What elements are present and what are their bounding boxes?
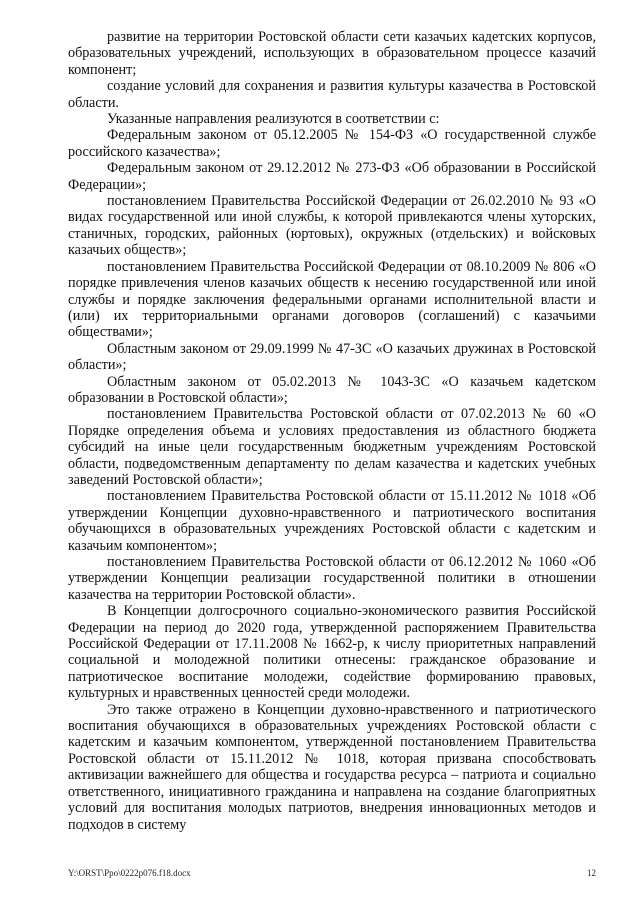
page-number: 12 [587,868,596,878]
paragraph: Это также отражено в Концепции духовно-нравственного и патриотического воспитания обучающихся в образовательных учреждениях Ростовской области с кадетским и казачьим компонентом, утвержденной постановлением Правительства Ростовской области от 15.11.2012 № 1018, которая призвана способствовать активизации важнейшего для общества и государства ресурса – патриота и социально ответственного, инициативного гражданина и направлена на создание благоприятных условий для воспитания молодых патриотов, внедрения инновационных методов и подходов в систему [68,701,596,833]
paragraph: Областным законом от 29.09.1999 № 47-ЗС «О казачьих дружинах в Ростовской области»; [68,340,596,374]
paragraph: В Концепции долгосрочного социально-экономического развития Российской Федерации на период до 2020 года, утвержденной распоряжением Правительства Российской Федерации от 17.11.2008 № 1662-р, к числу приоритетных направлений социальной и молодежной политики отнесены: гражданское образование и патриотическое воспитание молодежи, содействие формированию правовых, культурных и нравственных ценностей среди молодежи. [68,603,596,702]
paragraph: постановлением Правительства Российской Федерации от 08.10.2009 № 806 «О порядке привлечения членов казачьих обществ к несению государственной или иной службы и порядке заключения федеральными органами исполнительной власти и (или) их территориальными органами договоров (соглашений) с казачьими обществами»; [68,258,596,341]
paragraph: постановлением Правительства Ростовской области от 06.12.2012 № 1060 «Об утверждении Концепции реализации государственной политики в отношении казачества на территории Ростовской области». [68,554,596,603]
paragraph: Федеральным законом от 29.12.2012 № 273-ФЗ «Об образовании в Российской Федерации»; [68,160,596,193]
paragraph: постановлением Правительства Российской Федерации от 26.02.2010 № 93 «О видах государственной или иной службы, к которой привлекаются члены хуторских, станичных, городских, районных (юртовых), окружных (отдельских) и войсковых казачьих обществ»; [68,193,596,259]
paragraph: Областным законом от 05.02.2013 № 1043-ЗС «О казачьем кадетском образовании в Ростовской области»; [68,373,596,406]
footer-file-path: Y:\ORST\Ppo\0222p076.f18.docx [68,868,191,878]
paragraph: создание условий для сохранения и развития культуры казачества в Ростовской области. [68,78,596,111]
paragraph: Федеральным законом от 05.12.2005 № 154-ФЗ «О государственной службе российского казачества»; [68,127,596,160]
paragraph: постановлением Правительства Ростовской области от 07.02.2013 № 60 «О Порядке определения объема и условиях предоставления из областного бюджета субсидий на иные цели государственным бюджетным учреждениям Ростовской области, подведомственным департаменту по делам казачества и кадетских учебных заведений Ростовской области»; [68,406,596,488]
paragraph: Указанные направления реализуются в соответствии с: [107,111,440,128]
document-body [68,29,596,833]
paragraph: развитие на территории Ростовской области сети казачьих кадетских корпусов, образовательных учреждений, использующих в образовательном процессе казачий компонент; [68,29,596,78]
paragraph: постановлением Правительства Ростовской области от 15.11.2012 № 1018 «Об утверждении Концепции духовно-нравственного и патриотического воспитания обучающихся в образовательных учреждениях Ростовской области с кадетским и казачьим компонентом»; [68,488,596,554]
